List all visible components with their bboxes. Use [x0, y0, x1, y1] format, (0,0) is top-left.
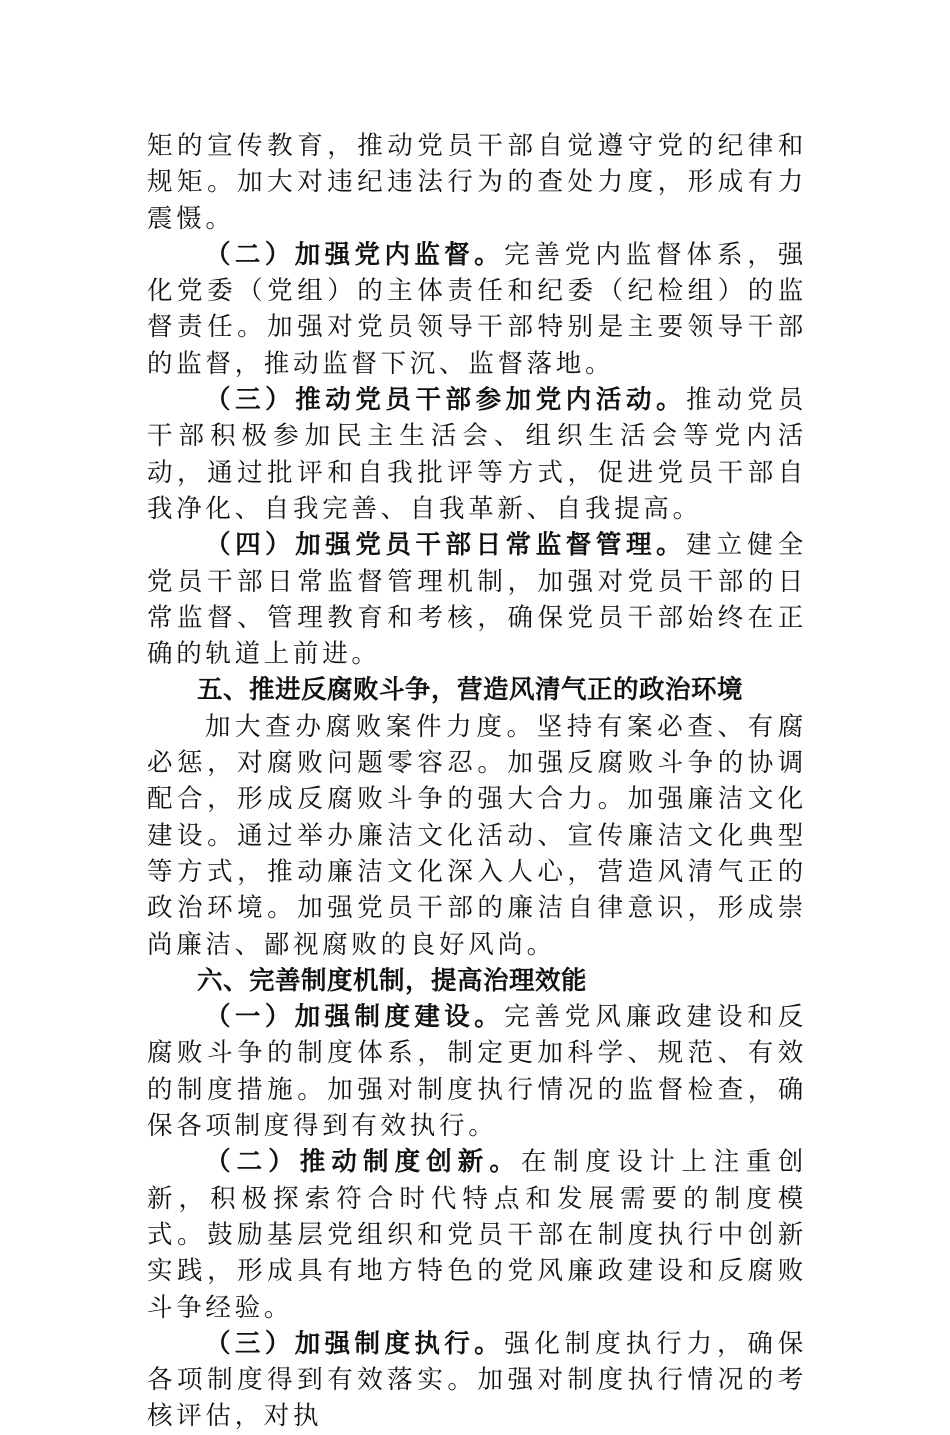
paragraph-lead: （三）推动党员干部参加党内活动。: [205, 385, 687, 416]
paragraph-body: 完善党内监督体系，强化党委（党组）的主体责任和纪委（纪检组）的监督责任。加强对党员领导干部特别是主要领导干部的监督，推动监督下沉、监督落地。: [147, 239, 807, 379]
paragraph-lead: （一）加强制度建设。: [205, 1002, 505, 1033]
paragraph-anti-corruption: [147, 709, 807, 963]
paragraph-party-supervision: [147, 237, 807, 382]
paragraph-lead: （二）推动制度创新。: [205, 1147, 521, 1178]
document-body: [147, 128, 807, 1435]
paragraph-body: 推动党员干部积极参加民主生活会、组织生活会等党内活动，通过批评和自我批评等方式，促进党员干部自我净化、自我完善、自我革新、自我提高。: [147, 385, 807, 524]
paragraph-institution-building: [147, 999, 807, 1144]
paragraph-lead: （四）加强党员干部日常监督管理。: [205, 530, 687, 561]
paragraph-institution-innovation: [147, 1144, 807, 1325]
paragraph-body: 矩的宣传教育，推动党员干部自觉遵守党的纪律和规矩。加大对违纪违法行为的查处力度，形成有力震慑。: [147, 131, 807, 234]
paragraph-body: 在制度设计上注重创新，积极探索符合时代特点和发展需要的制度模式。鼓励基层党组织和党员干部在制度执行中创新实践，形成具有地方特色的党风廉政建设和反腐败斗争经验。: [147, 1147, 807, 1323]
paragraph-institution-execution: [147, 1326, 807, 1435]
paragraph-continued: [147, 128, 807, 237]
paragraph-body: 建立健全党员干部日常监督管理机制，加强对党员干部的日常监督、管理教育和考核，确保党员干部始终在正确的轨道上前进。: [147, 530, 807, 670]
paragraph-body: 完善党风廉政建设和反腐败斗争的制度体系，制定更加科学、规范、有效的制度措施。加强对制度执行情况的监督检查，确保各项制度得到有效执行。: [147, 1002, 807, 1142]
paragraph-body: 强化制度执行力，确保各项制度得到有效落实。加强对制度执行情况的考核评估，对执: [147, 1328, 807, 1432]
paragraph-lead: （二）加强党内监督。: [205, 239, 505, 270]
paragraph-party-activities: [147, 382, 807, 527]
section-heading-anti-corruption: 五、推进反腐败斗争，营造风清气正的政治环境: [197, 675, 744, 706]
paragraph-lead: （三）加强制度执行。: [205, 1328, 505, 1359]
paragraph-body: 加大查办腐败案件力度。坚持有案必查、有腐必惩，对腐败问题零容忍。加强反腐败斗争的协调配合，形成反腐败斗争的强大合力。加强廉洁文化建设。通过举办廉洁文化活动、宣传廉洁文化典型等方式，推动廉洁文化深入人心，营造风清气正的政治环境。加强党员干部的廉洁自律意识，形成崇尚廉洁、鄙视腐败的良好风尚。: [147, 711, 807, 960]
section-heading-institutions: 六、完善制度机制，提高治理效能: [197, 965, 588, 996]
paragraph-daily-supervision: [147, 527, 807, 672]
